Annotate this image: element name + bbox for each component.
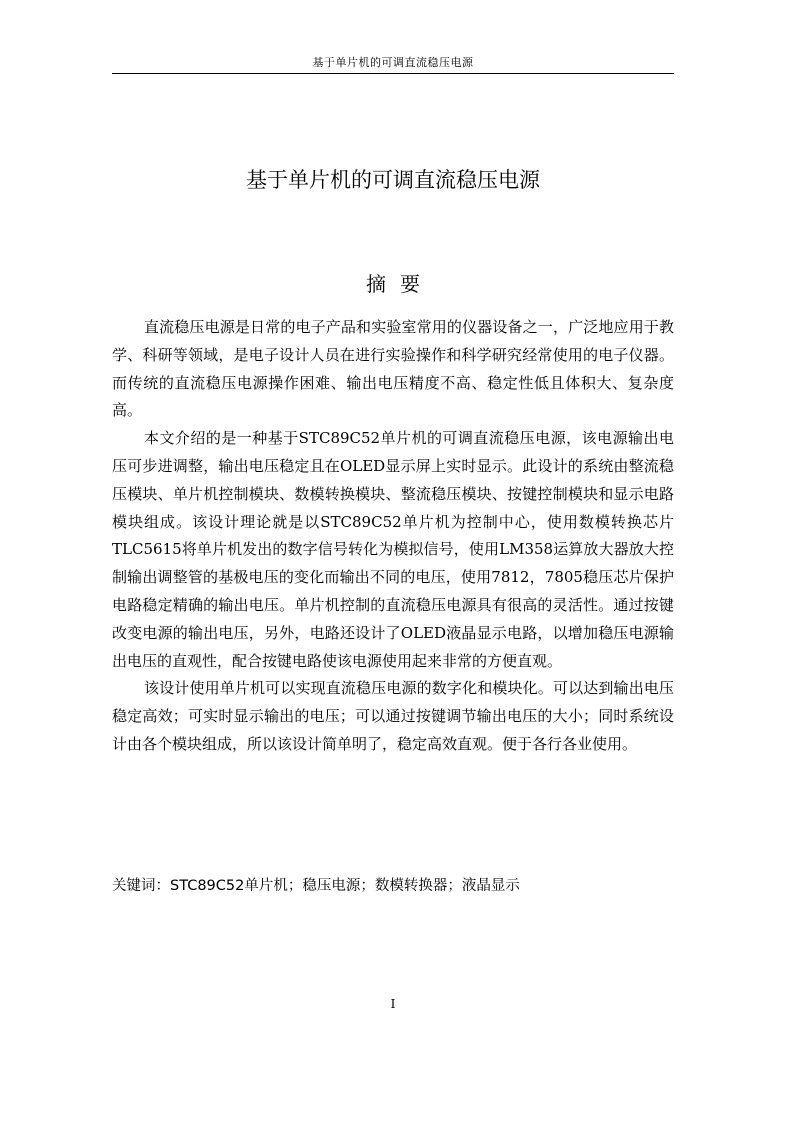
document-title: 基于单片机的可调直流稳压电源: [246, 168, 540, 192]
page-number: I: [390, 997, 396, 1011]
abstract-paragraph: 直流稳压电源是日常的电子产品和实验室常用的仪器设备之一，广泛地应用于教学、科研等领域，是电子设计人员在进行实验操作和科学研究经常使用的电子仪器。而传统的直流稳压电源操作困难、输出电压精度不高、稳定性低且体积大、复杂度高。: [112, 318, 674, 420]
abstract-paragraph: 该设计使用单片机可以实现直流稳压电源的数字化和模块化。可以达到输出电压稳定高效；可实时显示输出的电压；可以通过按键调节输出电压的大小；同时系统设计由各个模块组成，所以该设计简单明了，稳定高效直观。便于各行各业使用。: [112, 679, 674, 753]
header-rule: [112, 73, 674, 74]
abstract-heading: 摘要: [366, 272, 434, 296]
running-header: 基于单片机的可调直流稳压电源: [312, 56, 474, 69]
keywords-line: 关键词：STC89C52单片机；稳压电源；数模转换器；液晶显示: [112, 878, 520, 894]
abstract-body: [112, 314, 674, 759]
abstract-paragraph: 本文介绍的是一种基于STC89C52单片机的可调直流稳压电源，该电源输出电压可步进调整，输出电压稳定且在OLED显示屏上实时显示。此设计的系统由整流稳压模块、单片机控制模块、数模转换模块、整流稳压模块、按键控制模块和显示电路模块组成。该设计理论就是以STC89C52单片机为控制中心，使用数模转换芯片TLC5615将单片机发出的数字信号转化为模拟信号，使用LM358运算放大器放大控制输出调整管的基极电压的变化而输出不同的电压，使用7812，7805稳压芯片保护电路稳定精确的输出电压。单片机控制的直流稳压电源具有很高的灵活性。通过按键改变电源的输出电压，另外，电路还设计了OLED液晶显示电路，以增加稳压电源输出电压的直观性，配合按键电路使该电源使用起来非常的方便直观。: [112, 429, 674, 670]
